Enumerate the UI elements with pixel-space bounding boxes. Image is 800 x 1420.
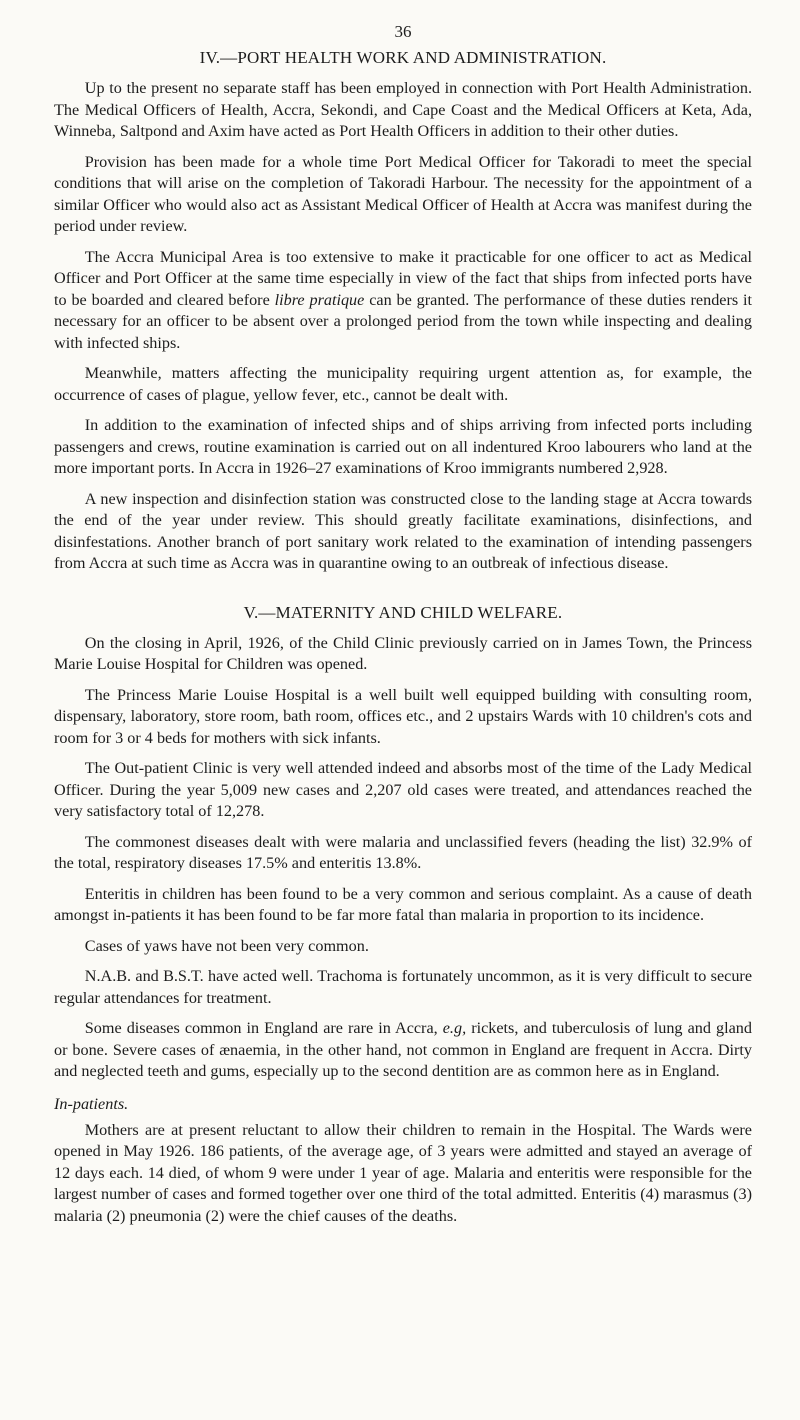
paragraph: On the closing in April, 1926, of the Child Clinic previously carried on in James Town, the Princess Marie Louise Hospital for Children was opened. [54, 633, 752, 673]
text-run: can be granted. The performance of these duties renders it necessary for an officer to be absent over a prolonged period from the town while inspecting and dealing with infected ships. [54, 290, 753, 352]
section-heading-maternity: V.—MATERNITY AND CHILD WELFARE. [243, 602, 563, 622]
paragraph: Meanwhile, matters affecting the municipality requiring urgent attention as, for example, the occurrence of cases of plague, yellow fever, etc., cannot be dealt with. [54, 364, 752, 404]
text-run: The Accra Municipal Area is too extensive to make it practicable for one officer to act as Medical Officer and Port Officer at the same time especially in view of the fact that ships from infected ports have to be boarded and cleared before [54, 247, 752, 309]
text-run: Some diseases common in England are rare in Accra, [84, 1019, 443, 1037]
paragraph: A new inspection and disinfection station was constructed close to the landing stage at Accra towards the end of the year under review. This should greatly facilitate examinations, disinfections, and disinfestations. Another branch of port sanitary work related to the examination of intending passengers from Accra at such time as Accra was in quarantine owing to an outbreak of infectious disease. [54, 489, 752, 572]
paragraph: N.A.B. and B.S.T. have acted well. Trachoma is fortunately uncommon, as it is very difficult to secure regular attendances for treatment. [54, 967, 752, 1007]
paragraph: Cases of yaws have not been very common. [84, 936, 369, 955]
paragraph-libre-pratique [54, 247, 752, 355]
italic-term: libre pratique [274, 290, 365, 309]
paragraph-eg [54, 1018, 752, 1083]
paragraph: In addition to the examination of infected ships and of ships arriving from infected ports including passengers and crews, routine examination is carried out on all indentured Kroo labourers who land at the more important ports. In Accra in 1926–27 examinations of Kroo immigrants numbered 2,928. [54, 416, 752, 477]
section-heading-port-health: IV.—PORT HEALTH WORK AND ADMINISTRATION. [199, 48, 607, 67]
subheading-in-patients: In-patients. [54, 1094, 129, 1113]
paragraph: The Princess Marie Louise Hospital is a well built well equipped building with consulting room, dispensary, laboratory, store room, bath room, offices etc., and 2 upstairs Wards with 10 children's cots and room for 3 or 4 beds for mothers with sick infants. [54, 685, 752, 747]
italic-term: e.g, [442, 1019, 467, 1037]
paragraph: The commonest diseases dealt with were malaria and unclassified fevers (heading the list) 32.9% of the total, respiratory diseases 17.5% and enteritis 13.8%. [54, 832, 752, 872]
paragraph: Enteritis in children has been found to be a very common and serious complaint. As a cause of death amongst in-patients it has been found to be far more fatal than malaria in proportion to its incidence. [54, 884, 752, 924]
paragraph: Mothers are at present reluctant to allow their children to remain in the Hospital. The Wards were opened in May 1926. 186 patients, of the average age, of 3 years were admitted and stayed an average of 12 days each. 14 died, of whom 9 were under 1 year of age. Malaria and enteritis were responsible for the largest number of cases and formed together over one third of the total admitted. Enteritis (4) marasmus (3) malaria (2) pneumonia (2) were the chief causes of the deaths. [54, 1120, 752, 1225]
paragraph: The Out-patient Clinic is very well attended indeed and absorbs most of the time of the Lady Medical Officer. During the year 5,009 new cases and 2,207 old cases were treated, and attendances reached the very satisfactory total of 12,278. [54, 759, 752, 820]
page-number: 36 [394, 22, 412, 41]
paragraph: Provision has been made for a whole time Port Medical Officer for Takoradi to meet the special conditions that will arise on the completion of Takoradi Harbour. The necessity for the appointment of a similar Officer who would also act as Assistant Medical Officer of Health at Accra was manifest during the period under review. [54, 152, 752, 235]
text-run: rickets, and tuberculosis of lung and gland or bone. Severe cases of ænaemia, in the other hand, not common in England are frequent in Accra. Dirty and neglected teeth and gums, especially up to the second dentition are as common here as in England. [54, 1019, 752, 1080]
paragraph: Up to the present no separate staff has been employed in connection with Port Health Administration. The Medical Officers of Health, Accra, Sekondi, and Cape Coast and the Medical Officers at Keta, Ada, Winneba, Saltpond and Axim have acted as Port Health Officers in addition to their other duties. [54, 79, 752, 140]
